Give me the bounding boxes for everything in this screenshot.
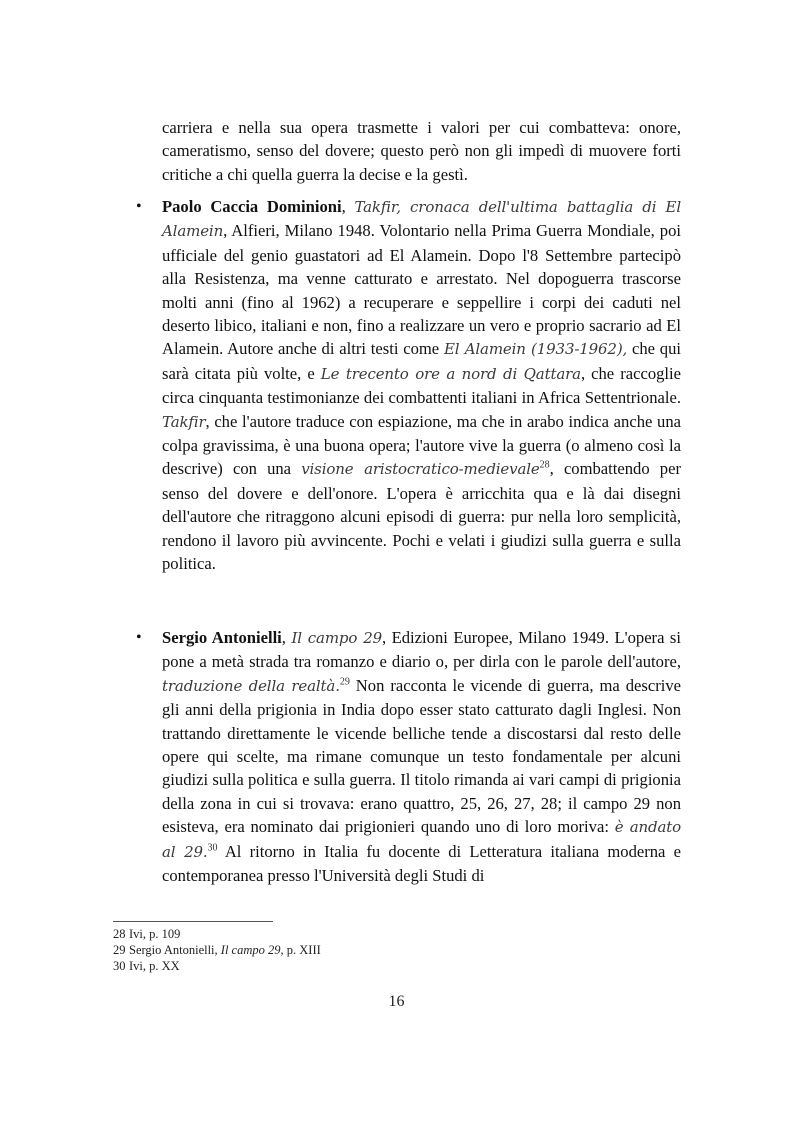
- bullet-item-antonielli: [136, 626, 682, 887]
- book-title: Takfir, cronaca dell'ultima battaglia di El Alamein: [162, 198, 682, 241]
- text-fragment: , Edizioni Europee, Milano 1949. L'opera si pone a metà strada tra romanzo e diario o, per dirla con le parole dell'autore,: [162, 628, 681, 672]
- footnote-ref-28[interactable]: 28: [539, 459, 550, 471]
- quotation: è andato al 29.: [162, 818, 682, 861]
- footnote-text: Ivi, p. 109: [129, 927, 181, 941]
- text-fragment: Non racconta le vicende di guerra, ma descrive gli anni della prigionia in India dopo esser stato catturato dagli Inglesi. Non trattando direttamente le vicende belliche tende a discostarsi dal resto delle opere qui scelte, ma rimane comunque un testo fondamentale per alcuni giudizi sulla politica e sulla guerra. Il titolo rimanda ai vari campi di prigionia della zona in cui si trovava: erano quattro, 25, 26, 27, 28; il campo 29 non esisteva, era nominato dai prigionieri quando uno di loro moriva:: [162, 675, 682, 837]
- author-name: Sergio Antonielli: [162, 628, 282, 647]
- text-fragment: , Alfieri, Milano 1948. Volontario nella Prima Guerra Mondiale, poi ufficiale del genio guastatori ad El Alamein. Dopo l'8 Settembre partecipò alla Resistenza, ma venne catturato e arrestato. Nel dopoguerra trascorse molti anni (fino al 1962) a recuperare e seppellire i corpi dei caduti nel deserto libico, italiani e non, fino a realizzare un vero e proprio sacrario ad El Alamein. Autore anche di altri testi come: [162, 221, 681, 359]
- quotation: traduzione della realtà.: [162, 676, 340, 695]
- quotation: visione aristocratico-medievale: [301, 460, 540, 479]
- footnote-28: [113, 926, 321, 942]
- book-title: El Alamein (1933-1962),: [443, 340, 628, 359]
- text-fragment: che qui sarà citata più volte, e: [162, 339, 681, 383]
- footnote-text: , p. XIII: [280, 943, 321, 957]
- text-fragment: , combattendo per senso del dovere e dell'onore. L'opera è arricchita qua e là dai disegni dell'autore che ritraggono alcuni episodi di guerra: pur nella loro semplicità, rendono il lavoro più avvincente. Pochi e velati i giudizi sulla guerra e sulla politica.: [162, 459, 681, 574]
- bullet-marker: •: [136, 198, 142, 215]
- footnote-title: Il campo 29: [220, 943, 281, 957]
- author-name: Paolo Caccia Dominioni: [162, 197, 342, 216]
- text-fragment: , che raccoglie circa cinquanta testimonianze dei combattenti italiani in Africa Settentrionale.: [162, 363, 681, 408]
- text-fragment: Al ritorno in Italia fu docente di Letteratura italiana moderna e contemporanea presso l'Università degli Studi di: [162, 841, 681, 886]
- footnote-text: Ivi, p. XX: [129, 959, 180, 973]
- book-title: Il campo 29: [291, 629, 382, 647]
- book-title: Takfir: [162, 412, 206, 431]
- book-title: Le trecento ore a nord di Qattara: [320, 364, 581, 383]
- text-fragment: ,: [281, 628, 292, 647]
- footnote-number: 28: [113, 927, 126, 941]
- footnote-30: [113, 958, 321, 974]
- footnote-number: 30: [113, 959, 126, 973]
- footnote-29: [113, 942, 321, 958]
- footnote-separator: [113, 921, 273, 922]
- footnote-ref-30[interactable]: 30: [207, 842, 218, 854]
- page-number: 16: [388, 993, 405, 1010]
- footnotes: [113, 926, 321, 974]
- text-fragment: , che l'autore traduce con espiazione, ma che in arabo indica anche una colpa gravissima, è una buona opera; l'autore vive la guerra (o almeno così la descrive) con una: [162, 411, 681, 479]
- text-fragment: ,: [341, 197, 355, 216]
- footnote-ref-29[interactable]: 29: [339, 676, 350, 688]
- continuation-paragraph: carriera e nella sua opera trasmette i valori per cui combatteva: onore, cameratismo, senso del dovere; questo però non gli impedì di muovere forti critiche a chi quella guerra la decise e la gestì.: [162, 118, 681, 184]
- footnote-number: 29: [113, 943, 126, 957]
- footnote-text: Sergio Antonielli,: [129, 943, 221, 957]
- bullet-marker: •: [136, 629, 142, 646]
- bullet-item-caccia-dominioni: [136, 195, 682, 576]
